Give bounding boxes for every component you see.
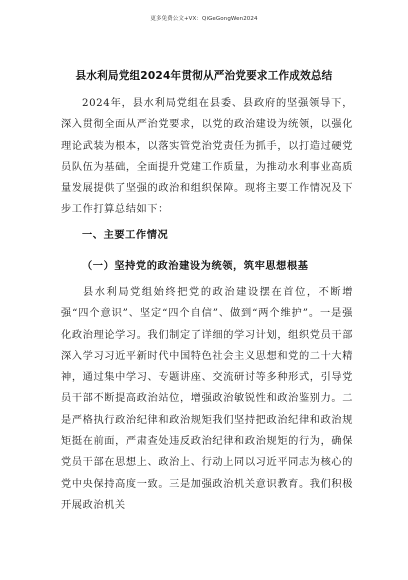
subsection-paragraph-text: 县水利局党组始终把党的政治建设摆在首位，不断增强“四个意识”、坚定“四个自信”、做到“两个维护”。一是强化政治理论学习。我们制定了详细的学习计划，组织党员干部深入学习习近平新时代中国特色社会主义思想和党的二十大精神，通过集中学习、专题讲座、交流研讨等多种形式，引导党员干部不断提高政治站位，增强政治敏锐性和政治鉴别力。二是严格执行政治纪律和政治规矩我们坚持把政治纪律和政治规矩挺在前面，严肃查处违反政治纪律和政治规矩的行为，确保党员干部在思想上、政治上、行动上同以习近平同志为核心的党中央保持高度一致。三是加强政治机关意识教育。我们积极开展政治机关	[61, 287, 353, 511]
header-note: 更多免费公文+VX：QiGeGongWen2024	[150, 16, 258, 22]
intro-paragraph-text: 2024年，县水利局党组在县委、县政府的坚强领导下，深入贯彻全面从严治党要求，以党的政治建设为统领，以强化理论武装为根本，以落实管党治党责任为抓手，以打造过硬党员队伍为基础，全面提升党建工作质量，为推动水利事业高质量发展提供了坚强的政治和组织保障。现将主要工作情况及下步工作打算总结如下：	[61, 98, 353, 216]
subsection-heading: （一）坚持党的政治建设为统领，筑牢思想根基	[82, 260, 309, 272]
intro-paragraph	[61, 93, 353, 221]
document-title: 县水利局党组2024年贯彻从严治党要求工作成效总结	[75, 70, 333, 82]
section-heading: 一、主要工作情况	[82, 230, 169, 241]
subsection-paragraph	[61, 282, 353, 516]
